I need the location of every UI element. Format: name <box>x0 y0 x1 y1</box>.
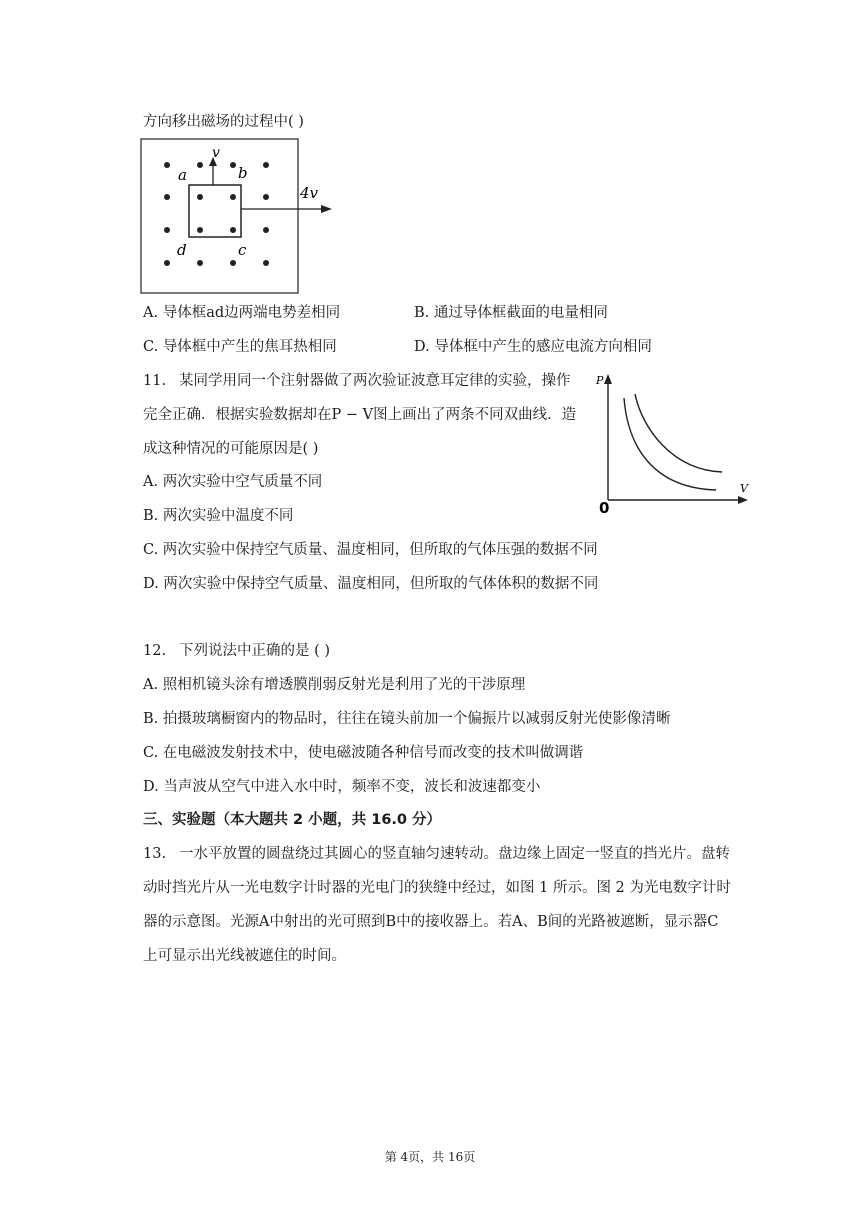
axis-v-label: V <box>740 482 748 495</box>
q11-option-c: C. 两次实验中保持空气质量、温度相同，但所取的气体压强的数据不同 <box>143 542 598 558</box>
q13-number: 13. <box>143 846 167 862</box>
q11-number: 11. <box>143 373 167 389</box>
q10-stem-tail: 方向移出磁场的过程中( ) <box>143 114 304 130</box>
q11-option-a: A. 两次实验中空气质量不同 <box>143 474 323 490</box>
q12-stem-text: 下列说法中正确的是 ( ) <box>179 643 331 659</box>
q10-magnetic-field-figure <box>140 138 340 298</box>
q11-stem-line1-text: 某同学用同一个注射器做了两次验证波意耳定律的实验，操作 <box>179 373 571 389</box>
label-a: a <box>178 166 187 184</box>
q10-option-b: B. 通过导体框截面的电量相同 <box>414 305 608 321</box>
q13-line4: 上可显示出光线被遮住的时间。 <box>143 948 346 964</box>
page-footer: 第 4页，共 16页 <box>384 1150 476 1164</box>
q12-stem <box>143 641 330 661</box>
q12-option-d: D. 当声波从空气中进入水中时，频率不变，波长和波速都变小 <box>143 779 541 795</box>
q11-stem-line3: 成这种情况的可能原因是( ) <box>143 441 319 457</box>
q11-stem-line1 <box>143 371 571 391</box>
q12-option-a: A. 照相机镜头涂有增透膜削弱反射光是利用了光的干涉原理 <box>143 677 526 693</box>
q10-option-a: A. 导体框ad边两端电势差相同 <box>143 305 341 321</box>
q11-option-b: B. 两次实验中温度不同 <box>143 508 294 524</box>
q13-line1-text: 一水平放置的圆盘绕过其圆心的竖直轴匀速转动。盘边缘上固定一竖直的挡光片。盘转 <box>179 846 730 862</box>
q13-line2: 动时挡光片从一光电数字计时器的光电门的狭缝中经过，如图 1 所示。图 2 为光电数字计时 <box>143 880 731 896</box>
label-4v: 4v <box>300 184 319 202</box>
q11-stem-line2: 完全正确．根据实验数据却在P − V图上画出了两条不同双曲线．造 <box>143 407 577 423</box>
q11-option-d: D. 两次实验中保持空气质量、温度相同，但所取的气体体积的数据不同 <box>143 576 599 592</box>
axis-p-label: P <box>596 374 604 387</box>
label-d: d <box>177 241 187 259</box>
q10-option-d: D. 导体框中产生的感应电流方向相同 <box>414 339 652 355</box>
q11-pv-graph <box>594 368 754 516</box>
q10-option-c: C. 导体框中产生的焦耳热相同 <box>143 339 337 355</box>
label-b: b <box>238 164 248 182</box>
q13-line3: 器的示意图。光源A中射出的光可照到B中的接收器上。若A、B间的光路被遮断，显示器C <box>143 914 719 930</box>
q12-option-c: C. 在电磁波发射技术中，使电磁波随各种信号而改变的技术叫做调谐 <box>143 745 584 761</box>
label-v: v <box>212 145 220 161</box>
q12-option-b: B. 拍摄玻璃橱窗内的物品时，往往在镜头前加一个偏振片以减弱反射光使影像清晰 <box>143 711 671 727</box>
label-c: c <box>238 241 247 259</box>
section-heading: 三、实验题（本大题共 2 小题，共 16.0 分） <box>143 812 442 828</box>
origin-label: 0 <box>599 499 610 516</box>
q12-number: 12. <box>143 643 167 659</box>
q13-line1 <box>143 844 730 864</box>
